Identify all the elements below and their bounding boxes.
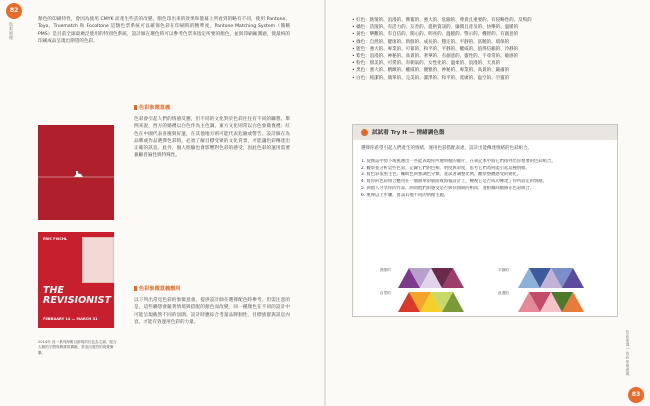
palette-row-1 [398,268,584,288]
list-item: • 黑色：強大的、精緻的、權威的、優雅的、神秘的、專業的、高貴的、嚴肅的 [352,68,510,74]
palette-label-1: 熱情的 [380,268,391,272]
section2-heading: 色彩象徵意義應用 [134,285,181,292]
section1-paragraph: 色彩會引起人們的情感反應，但不同的文化對於色彩往往有不同的聯想。舉例來說，西方的婚禮以白色作為主色調，東方文化則常以白色象徵喪禮；紅色在中國代表喜慶與好運，在其他地方則可能代表危險或警告。設計師在為品牌或作品選擇色彩時，必須了解目標受眾的文化背景，才能讓色彩傳達出正確的訊息。此外，個人經驗也會影響對色彩的感受，因此色彩的運用需要兼顧普遍性與特殊性。 [134,117,290,159]
list-item: • 橘色：活潑的、有活力的、友善的、提供資訊的、廉價且普及的、快樂的、溫暖的 [352,25,519,31]
try-it-steps [361,159,613,199]
image-caption: 2014年 這一系列海報以鮮明的紅色為主調，配合大膽的字體與簡潔的構圖，營造出強烈的視覺衝擊。 [38,340,117,355]
list-item: • 綠色：自然的、健康的、新鮮的、成長的、穩定的、平靜的、富饒的、環保的 [352,39,510,45]
list-item: • 黃色：樂觀的、有自信的、開心的、明亮的、溫暖的、警示的、機智的、有創意的 [352,32,519,38]
step-item: 2. 觀察並分析這些色彩，記錄它們的色相、明度與彩度，思考它們為何能引起這種情緒。 [361,165,530,171]
tightrope-illustration [38,125,114,220]
step-item: 3. 將色彩依照主色、輔助色與強調色分類，並試著調整比例，觀察整體感受的變化。 [361,172,522,178]
left-page-number: 82 [6,3,22,19]
step-item: 4. 將你的色彩組合應用在一個簡單的版面或海報設計上，檢視它是否成功傳達了你所設定的情緒。 [361,179,547,185]
list-item: • 白色：純潔的、簡單的、完美的、潔淨的、和平的、寬廣的、虛空的、空靈的 [352,75,510,81]
poster-title: THE REVISIONIST [43,285,111,306]
right-page-number: 83 [628,387,644,403]
section2-paragraph: 以下列出常見色彩的象徵意義，提供設計師在選擇配色時參考。但需注意的是，這些聯想會隨著情境與搭配的顏色而改變，同一種顏色在不同的設計中可能呈現截然不同的氛圍。設計時應綜合考量品牌個性、目標族群與訊息內容，才能有效運用色彩的力量。 [134,298,290,325]
left-side-label: 色彩原理 [9,22,14,40]
list-item: • 藍色：強大的、專業的、可靠的、和平的、平靜的、權威的、值得信賴的、冷靜的 [352,46,519,52]
palette-label-2: 平靜的 [498,268,509,272]
palette-label-4: 浪漫的 [498,291,509,295]
color-meaning-list [352,17,614,82]
revisionist-poster-image [38,232,114,328]
section1-heading: 色彩象徵意義 [134,104,170,111]
step-item: 1. 從雜誌中剪下或挑選出一些能表現你所選情緒的圖片，在筆記本中將它們排列出你想要的色彩組合。 [361,159,556,164]
try-it-title: 試試看 Try It — 情緒調色盤 [372,130,445,136]
try-it-intro: 選擇你希望引起人們產生的情緒，運用色彩搭配表達，設計出能傳達情緒的色彩組合。 [361,146,532,151]
step-item: 6. 重複以上步驟，嘗試其他不同的情緒主題。 [361,192,449,198]
poster-artist: ERIC FISCHL [43,237,68,241]
step-item: 5. 與他人分享你的作品，詢問他們的感受是否與你預期的相同，並根據回饋修正色彩組合。 [361,185,535,191]
list-item: • 紅色：熱情的、浪漫的、興奮的、強大的、危險的、尊貴且重要的、有侵略性的、反叛的 [352,18,532,23]
list-item: • 紫色：浪漫的、神秘的、高貴的、奢華的、有創意的、靈性的、不尋常的、敏感的 [352,54,519,60]
red-poster-image [38,125,114,220]
palette-row-2 [398,292,584,312]
poster-dates: FEBRUARY 14 — MARCH 31 [43,317,98,321]
bullet-dot-icon [361,129,368,136]
right-side-label: 色彩原理 | 色彩象徵意義 [626,330,630,376]
palette-label-3: 自然的 [380,291,391,295]
intro-paragraph: 顏色的印刷特性，會因為使用 CMYK 而產生些許的改變。顏色印出來的效果和螢幕上所看到的略有不同，使用 Pantone、Toyo、Truematch 和 Focoltone 這類色票系統可以確保色彩在印刷時的精準度，Pantone Matching System（簡稱 PMS）是目前全球最廣泛使用的特別色系統，設計師在選色時可以參考色票來指定所要的顏色，並與印刷廠溝通，使最終的印刷成品呈現出期望的色彩。 [38,17,290,44]
emotion-palette [378,266,598,314]
try-it-header [353,125,617,140]
list-item: • 粉色：甜美的、可愛的、有朝氣的、女性化的、溫柔的、浪漫的、天真的 [352,61,501,67]
poster-photo [82,237,114,283]
